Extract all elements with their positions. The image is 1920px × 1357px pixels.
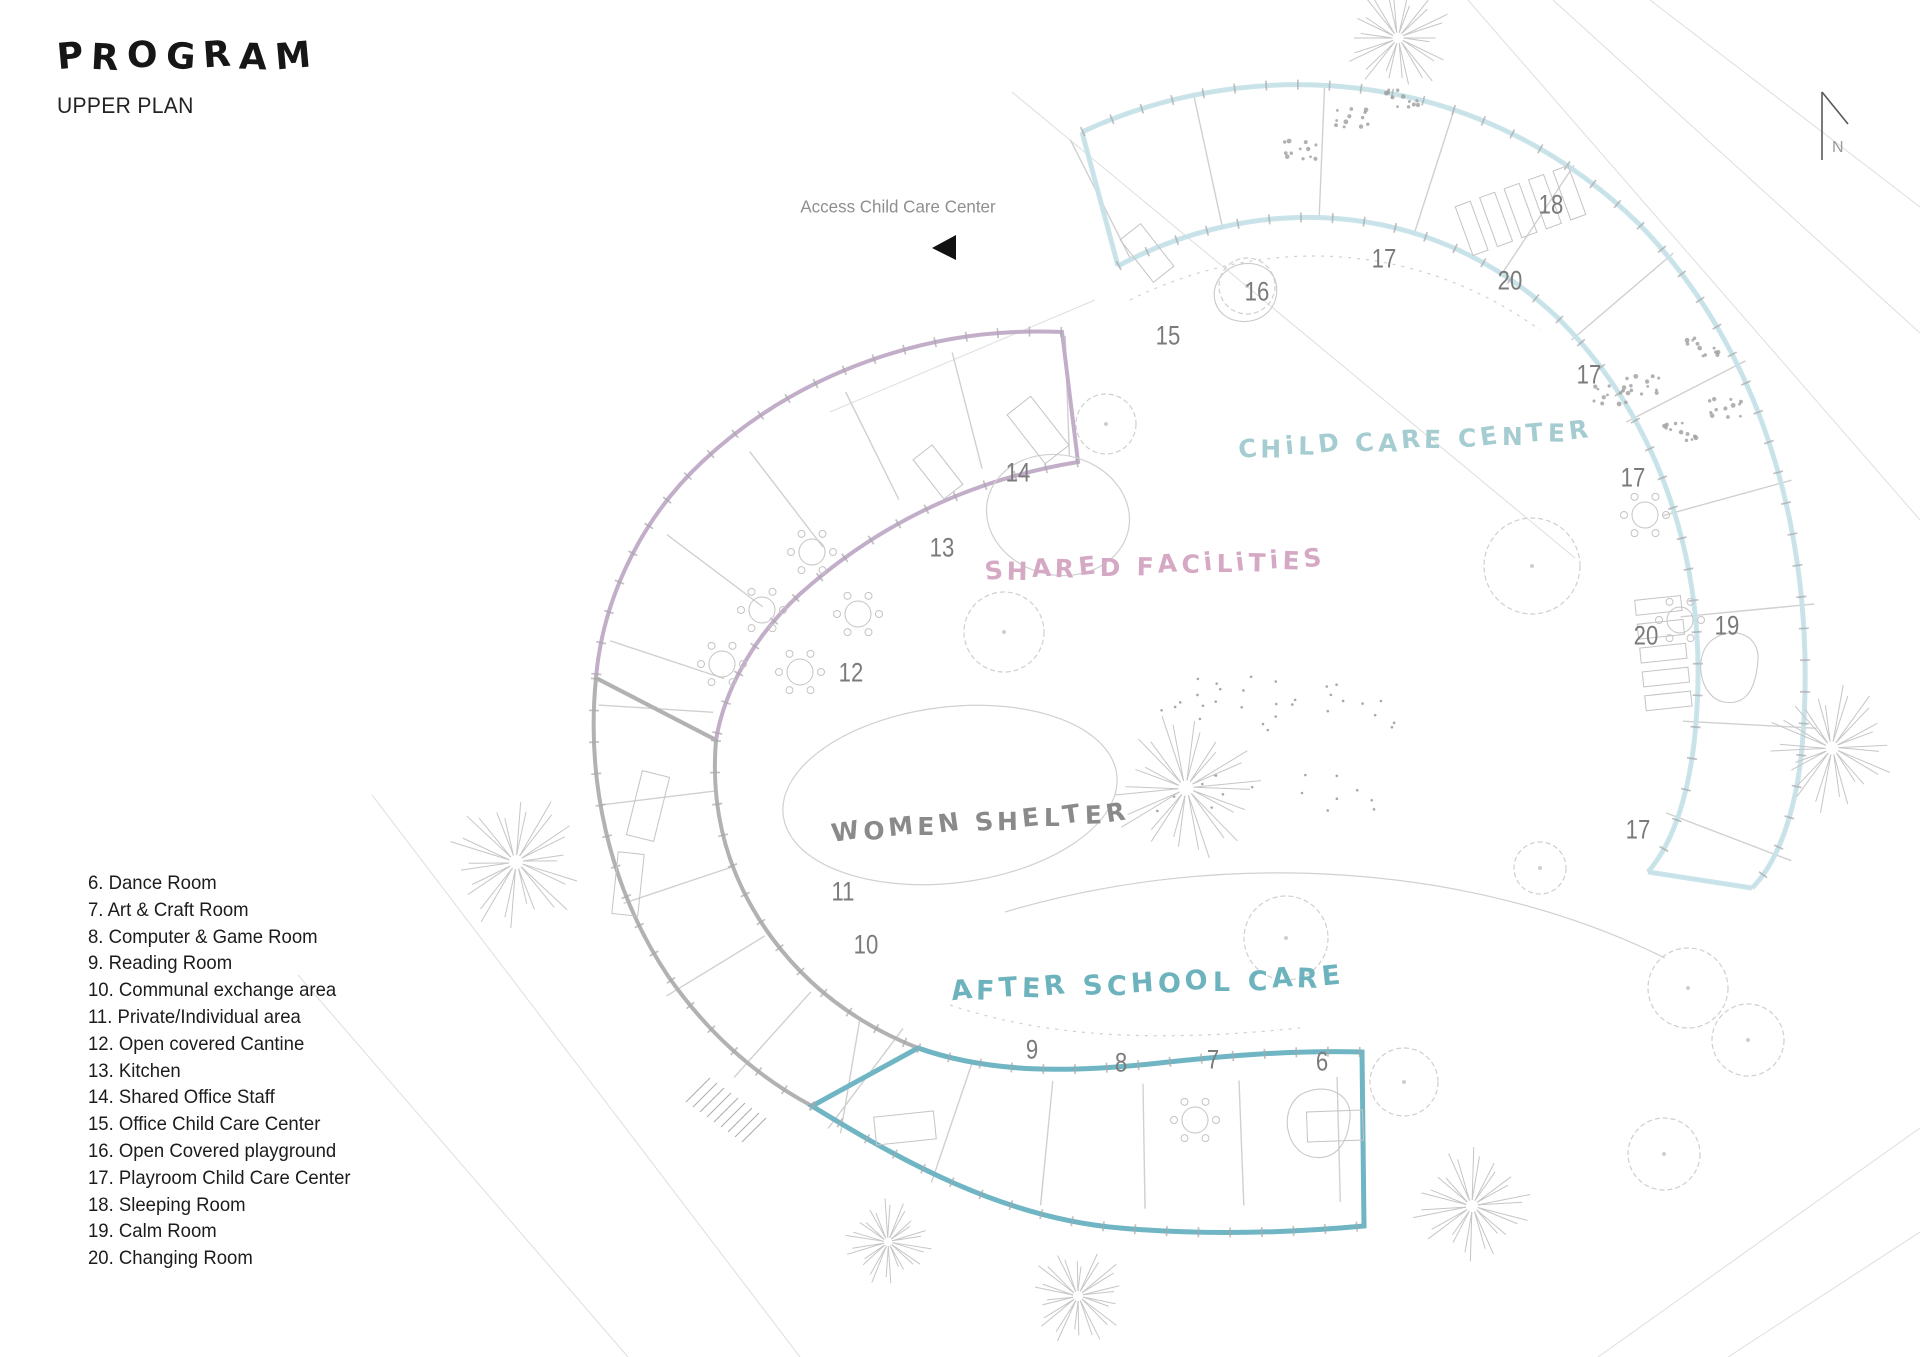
round-tree-icon [1648,948,1728,1028]
shrub-cluster [1334,107,1369,129]
page-subtitle: UPPER PLAN [57,93,194,118]
room-number-label: 12 [838,657,864,688]
legend-item: 9. Reading Room [88,952,233,975]
table [612,852,644,916]
after-school-outline [812,1048,1364,1232]
round-tree-icon [1628,1118,1700,1190]
lawn-ellipse [773,687,1128,903]
room-number-label: 17 [1620,462,1646,493]
room-number-label: 7 [1206,1044,1220,1075]
page-title: P R O G R A M [55,33,314,80]
room-number-label: 14 [1005,457,1031,488]
shrub-cluster [1662,422,1698,442]
room-number-label: 17 [1625,814,1651,845]
room-number-label: 17 [1576,359,1602,390]
table [1306,1110,1363,1142]
room-number-label: 9 [1025,1034,1039,1065]
round-tree-icon [1370,1048,1438,1116]
changing-grid [1635,596,1692,711]
legend-item: 18. Sleeping Room [88,1193,246,1216]
shrub-cluster [1685,337,1721,358]
table [874,1111,937,1145]
legend-item: 17. Playroom Child Care Center [88,1166,351,1189]
trees [451,0,1890,1341]
shrub-clusters [1156,88,1743,812]
area-label-women-shelter: WOM EN SHE LTER [829,796,1127,848]
north-label: N [1832,139,1844,156]
site-lines [298,0,1920,1357]
room-number-label: 17 [1371,243,1397,274]
legend-item: 14. Shared Office Staff [88,1086,275,1109]
access-label: Access Child Care Center [800,196,996,217]
table [913,445,963,499]
round-table [738,588,787,631]
round-table [1171,1098,1220,1141]
legend-item: 16. Open Covered playground [88,1139,337,1162]
round-tree-icon [1484,518,1580,614]
play-area-blob [1701,633,1758,703]
legend-item: 10. Communal exchange area [88,979,337,1002]
table [626,771,669,842]
access-arrow-icon [932,235,956,260]
room-number-label: 15 [1155,320,1181,351]
program-segment-outlines [594,85,1805,1233]
north-arrow-icon [1822,92,1848,160]
palm-tree-icon [1771,685,1890,813]
women-shelter-outline [594,678,918,1106]
legend-item: 20. Changing Room [88,1247,253,1270]
table [1007,396,1069,463]
room-number-label: 6 [1315,1046,1329,1077]
palm-tree-icon [1413,1147,1530,1261]
room-number-label: 19 [1714,610,1740,641]
palm-tree-icon [1115,716,1261,858]
round-tree-icon [964,592,1044,672]
palm-tree-icon [1035,1254,1119,1341]
legend-item: 7. Art & Craft Room [88,898,249,921]
legend-item: 19. Calm Room [88,1220,217,1243]
shrub-cluster [1708,397,1743,419]
room-number-label: 16 [1244,276,1270,307]
legend-item: 8. Computer & Game Room [88,925,318,948]
round-table [698,642,747,685]
room-number-label: 18 [1538,189,1564,220]
legend-item: 13. Kitchen [88,1059,181,1082]
room-number-label: 10 [853,929,879,960]
legend-item: 15. Office Child Care Center [88,1113,321,1136]
legend-item: 6. Dance Room [88,872,217,894]
round-table [776,650,825,693]
round-table [1621,493,1670,536]
area-label-after-school-care: AF T ER SC H OO L C A RE [949,959,1343,1008]
room-number-label: 8 [1114,1047,1128,1078]
round-tree-icon [1514,842,1566,894]
courtyard-lines [773,256,1665,1036]
area-label-shared-facilities: SH A RE D F A Ci LiT i ES [983,542,1323,587]
legend-item: 11. Private/Individual area [88,1005,301,1028]
room-number-label: 20 [1633,620,1659,651]
sleeping-cots [1455,166,1586,256]
room-number-label: 20 [1497,265,1523,296]
round-table [834,592,883,635]
lawn-blob [975,441,1141,588]
shrub-cluster [1625,374,1660,396]
legend-item: 12. Open covered Cantine [88,1032,305,1055]
room-number-label: 11 [831,876,855,907]
round-tree-icon [1244,896,1328,980]
palm-tree-icon [451,802,577,928]
palm-tree-icon [1349,0,1447,84]
room-number-label: 13 [929,532,955,563]
round-tree-icon [1219,258,1275,314]
staircase [686,1078,766,1142]
play-area-blob [1214,263,1277,321]
play-area-blob [1287,1089,1350,1158]
palm-tree-icon [846,1198,932,1283]
round-tree-icon [1076,394,1136,454]
round-tree-icon [1712,1004,1784,1076]
furniture [612,166,1758,1158]
area-label-child-care-center: CH i LD CA R E CEN T ER [1236,414,1590,465]
room-partitions [655,151,1751,1146]
shrub-cluster [1283,139,1318,161]
